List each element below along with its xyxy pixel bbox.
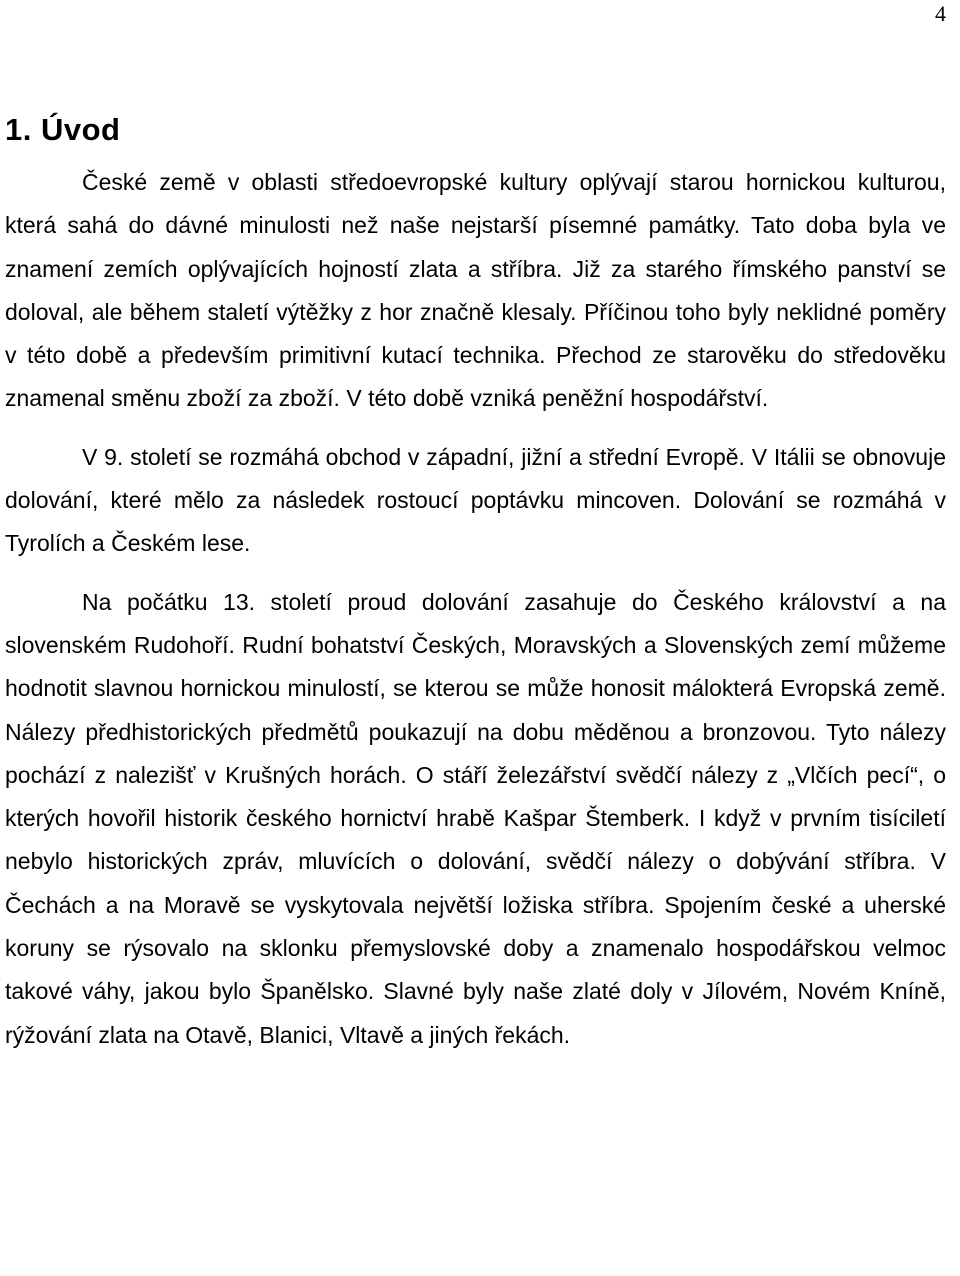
document-body <box>5 110 946 1057</box>
paragraph: České země v oblasti středoevropské kultury oplývají starou hornickou kulturou, která sahá do dávné minulosti než naše nejstarší písemné památky. Tato doba byla ve znamení zemích oplývajících hojností zlata a stříbra. Již za starého římského panství se doloval, ale během staletí výtěžky z hor značně klesaly. Příčinou toho byly neklidné poměry v této době a především primitivní kutací technika. Přechod ze starověku do středověku znamenal směnu zboží za zboží. V této době vzniká peněžní hospodářství. <box>5 169 946 412</box>
paragraph: V 9. století se rozmáhá obchod v západní, jižní a střední Evropě. V Itálii se obnovuje dolování, které mělo za následek rostoucí poptávku mincoven. Dolování se rozmáhá v Tyrolích a Českém lese. <box>5 443 946 557</box>
page-number: 4 <box>935 1 946 26</box>
paragraph: Na počátku 13. století proud dolování zasahuje do Českého království a na slovenském Rudohoří. Rudní bohatství Českých, Moravských a Slovenských zemí můžeme hodnotit slavnou hornickou minulostí, se kterou se může honosit málokterá Evropská země. Nálezy předhistorických předmětů poukazují na dobu měděnou a bronzovou. Tyto nálezy pochází z nalezišť v Krušných horách. O stáří železářství svědčí nálezy z „Vlčích pecí“, o kterých hovořil historik českého hornictví hrabě Kašpar Štemberk. I když v prvním tisíciletí nebylo historických zpráv, mluvících o dolování, svědčí nálezy o dobývání stříbra. V Čechách a na Moravě se vyskytovala největší ložiska stříbra. Spojením české a uherské koruny se rýsovalo na sklonku přemyslovské doby a znamenalo hospodářskou velmoc takové váhy, jakou bylo Španělsko. Slavné byly naše zlaté doly v Jílovém, Novém Kníně, rýžování zlata na Otavě, Blanici, Vltavě a jiných řekách. <box>5 588 946 1048</box>
section-heading: 1. Úvod <box>5 112 121 147</box>
